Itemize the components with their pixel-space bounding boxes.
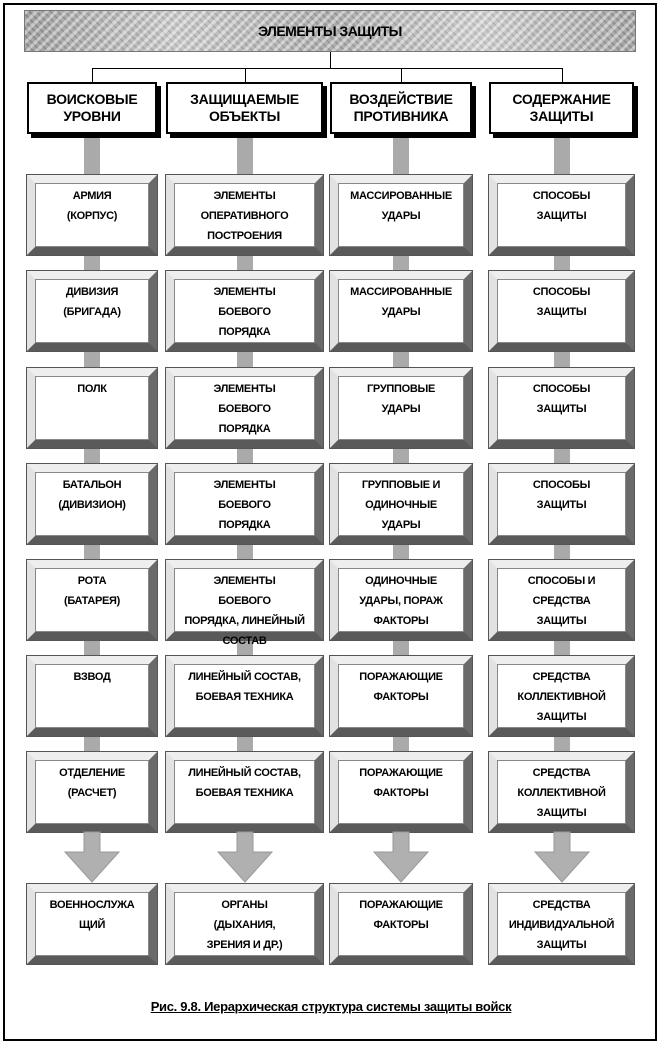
hierarchy-cell-text <box>338 664 464 728</box>
hierarchy-cell-text <box>35 183 149 247</box>
hierarchy-cell-text <box>338 568 464 632</box>
cell-line: УДАРЫ <box>381 403 421 415</box>
cell-line: ЗАЩИТЫ <box>536 711 587 723</box>
cell-line: БОЕВАЯ ТЕХНИКА <box>195 691 294 703</box>
cell-line: ПОРЯДКА, ЛИНЕЙНЫЙ <box>184 615 305 627</box>
cell-line: (БРИГАДА) <box>63 306 121 318</box>
hierarchy-cell <box>489 368 634 448</box>
header-connector <box>401 68 402 82</box>
final-cell-text <box>35 892 149 956</box>
cell-line: СПОСОБЫ <box>532 190 591 202</box>
cell-line: ЗАЩИТЫ <box>536 615 587 627</box>
cell-line: ЗАЩИТЫ <box>536 306 587 318</box>
cell-line: СПОСОБЫ <box>532 286 591 298</box>
header-line: УРОВНИ <box>63 108 121 124</box>
hierarchy-cell-text <box>497 472 626 536</box>
cell-line: (РАСЧЕТ) <box>67 787 117 799</box>
header-line: ЗАЩИТЫ <box>529 108 594 124</box>
down-arrow-icon <box>210 832 280 884</box>
cell-line: (ДИВИЗИОН) <box>58 499 126 511</box>
cell-line: ЗАЩИТЫ <box>536 403 587 415</box>
hierarchy-cell-text <box>338 472 464 536</box>
header-connector <box>562 68 563 82</box>
down-arrow-icon <box>57 832 127 884</box>
cell-line: ОПЕРАТИВНОГО <box>200 210 289 222</box>
final-cell-text <box>497 892 626 956</box>
final-cell-text <box>174 892 315 956</box>
diagram-title: ЭЛЕМЕНТЫ ЗАЩИТЫ <box>258 23 402 39</box>
cell-line: ФАКТОРЫ <box>373 787 429 799</box>
hierarchy-cell-text <box>497 664 626 728</box>
cell-line: ЗАЩИТЫ <box>536 210 587 222</box>
hierarchy-cell-text <box>174 760 315 824</box>
hierarchy-cell <box>27 175 157 255</box>
cell-line: УДАРЫ, ПОРАЖ <box>359 595 443 607</box>
column-header-label <box>512 91 610 125</box>
final-cell <box>489 884 634 964</box>
title-connector <box>330 52 331 68</box>
hierarchy-cell-text <box>35 472 149 536</box>
cell-line: ОРГАНЫ <box>221 899 268 911</box>
hierarchy-cell-text <box>35 376 149 440</box>
cell-line: МАССИРОВАННЫЕ <box>350 190 452 202</box>
hierarchy-cell <box>166 752 323 832</box>
final-cell <box>166 884 323 964</box>
hierarchy-cell-text <box>497 376 626 440</box>
cell-line: АРМИЯ <box>72 190 112 202</box>
cell-line: ПОРЯДКА <box>218 519 271 531</box>
hierarchy-cell-text <box>497 183 626 247</box>
hierarchy-cell <box>27 656 157 736</box>
hierarchy-cell <box>166 271 323 351</box>
hierarchy-cell <box>330 752 472 832</box>
hierarchy-cell-text <box>35 664 149 728</box>
hierarchy-cell-text <box>174 376 315 440</box>
cell-line: ПОРАЖАЮЩИЕ <box>359 767 443 779</box>
column-header-label <box>349 91 452 125</box>
hierarchy-cell <box>330 656 472 736</box>
cell-line: СПОСОБЫ <box>532 383 591 395</box>
hierarchy-cell <box>166 175 323 255</box>
cell-line: УДАРЫ <box>381 210 421 222</box>
cell-line: ЛИНЕЙНЫЙ СОСТАВ, <box>188 767 301 779</box>
cell-line: КОЛЛЕКТИВНОЙ <box>517 691 606 703</box>
cell-line: МАССИРОВАННЫЕ <box>350 286 452 298</box>
hierarchy-cell <box>489 656 634 736</box>
cell-line: ПОРАЖАЮЩИЕ <box>359 899 443 911</box>
hierarchy-cell <box>330 368 472 448</box>
hierarchy-cell <box>489 752 634 832</box>
down-arrow-icon <box>366 832 436 884</box>
column-header <box>166 82 323 134</box>
hierarchy-cell-text <box>338 376 464 440</box>
header-connector <box>245 68 246 82</box>
final-cell-text <box>338 892 464 956</box>
cell-line: ПОРАЖАЮЩИЕ <box>359 671 443 683</box>
cell-line: ЛИНЕЙНЫЙ СОСТАВ, <box>188 671 301 683</box>
cell-line: ФАКТОРЫ <box>373 615 429 627</box>
cell-line: ИНДИВИДУАЛЬНОЙ <box>508 919 615 931</box>
header-line: ЗАЩИЩАЕМЫЕ <box>190 91 299 107</box>
cell-line: ПОРЯДКА <box>218 423 271 435</box>
cell-line: ПОРЯДКА <box>218 326 271 338</box>
hierarchy-cell-text <box>174 568 315 647</box>
hierarchy-cell-text <box>338 183 464 247</box>
cell-line: БОЕВАЯ ТЕХНИКА <box>195 787 294 799</box>
cell-line: ЭЛЕМЕНТЫ <box>213 575 276 587</box>
cell-line: СПОСОБЫ И <box>527 575 596 587</box>
hierarchy-cell <box>27 464 157 544</box>
cell-line: (ДЫХАНИЯ, <box>213 919 276 931</box>
cell-line: СОСТАВ <box>222 635 267 647</box>
hierarchy-cell-text <box>338 279 464 343</box>
cell-line: СПОСОБЫ <box>532 479 591 491</box>
cell-line: ЭЛЕМЕНТЫ <box>213 286 276 298</box>
cell-line: ГРУППОВЫЕ И <box>361 479 441 491</box>
column-header-label <box>190 91 299 125</box>
header-line: ОБЪЕКТЫ <box>209 108 280 124</box>
cell-line: СРЕДСТВА <box>532 767 591 779</box>
cell-line: ЭЛЕМЕНТЫ <box>213 383 276 395</box>
cell-line: УДАРЫ <box>381 306 421 318</box>
branch-connector <box>92 68 562 69</box>
cell-line: ОТДЕЛЕНИЕ <box>59 767 125 779</box>
cell-line: ЗАЩИТЫ <box>536 807 587 819</box>
hierarchy-cell-text <box>174 472 315 536</box>
cell-line: БОЕВОГО <box>218 499 271 511</box>
hierarchy-cell <box>166 560 323 647</box>
hierarchy-cell-text <box>174 279 315 343</box>
hierarchy-cell <box>166 656 323 736</box>
column-header <box>489 82 634 134</box>
figure-caption: Рис. 9.8. Иерархическая структура системы защиты войск <box>150 999 512 1014</box>
cell-line: БАТАЛЬОН <box>62 479 122 491</box>
final-cell <box>27 884 157 964</box>
hierarchy-cell <box>330 175 472 255</box>
cell-line: ЗРЕНИЯ И ДР.) <box>206 939 283 951</box>
cell-line: СРЕДСТВА <box>532 671 591 683</box>
hierarchy-cell <box>27 752 157 832</box>
hierarchy-cell <box>330 271 472 351</box>
cell-line: КОЛЛЕКТИВНОЙ <box>517 787 606 799</box>
final-cell <box>330 884 472 964</box>
hierarchy-cell <box>489 175 634 255</box>
hierarchy-cell <box>166 464 323 544</box>
cell-line: (КОРПУС) <box>66 210 118 222</box>
cell-line: ВЗВОД <box>73 671 111 683</box>
hierarchy-cell <box>27 368 157 448</box>
hierarchy-cell-text <box>35 760 149 824</box>
cell-line: СРЕДСТВА <box>532 899 591 911</box>
column-header <box>27 82 157 134</box>
header-line: ПРОТИВНИКА <box>353 108 449 124</box>
column-header <box>330 82 472 134</box>
hierarchy-cell-text <box>497 568 626 632</box>
hierarchy-cell <box>489 560 634 640</box>
cell-line: ФАКТОРЫ <box>373 919 429 931</box>
cell-line: ФАКТОРЫ <box>373 691 429 703</box>
hierarchy-cell <box>330 464 472 544</box>
cell-line: УДАРЫ <box>381 519 421 531</box>
hierarchy-cell-text <box>497 279 626 343</box>
hierarchy-cell <box>27 271 157 351</box>
hierarchy-cell-text <box>35 568 149 632</box>
hierarchy-cell <box>166 368 323 448</box>
diagram-title-banner <box>24 10 636 52</box>
cell-line: РОТА <box>77 575 107 587</box>
header-connector <box>92 68 93 82</box>
hierarchy-cell <box>489 271 634 351</box>
cell-line: ОДИНОЧНЫЕ <box>365 499 437 511</box>
cell-line: БОЕВОГО <box>218 403 271 415</box>
column-header-label <box>47 91 138 125</box>
hierarchy-cell-text <box>338 760 464 824</box>
cell-line: ПОЛК <box>77 383 107 395</box>
cell-line: ГРУППОВЫЕ <box>367 383 435 395</box>
cell-line: БОЕВОГО <box>218 595 271 607</box>
hierarchy-cell <box>330 560 472 640</box>
cell-line: (БАТАРЕЯ) <box>63 595 121 607</box>
hierarchy-cell-text <box>497 760 626 824</box>
header-line: СОДЕРЖАНИЕ <box>512 91 611 107</box>
header-line: ВОИСКОВЫЕ <box>46 91 138 107</box>
down-arrow-icon <box>527 832 597 884</box>
cell-line: ОДИНОЧНЫЕ <box>365 575 437 587</box>
hierarchy-cell-text <box>174 664 315 728</box>
hierarchy-cell-text <box>174 183 315 247</box>
cell-line: ЭЛЕМЕНТЫ <box>213 479 276 491</box>
hierarchy-cell <box>27 560 157 640</box>
cell-line: ВОЕННОСЛУЖА <box>49 899 135 911</box>
cell-line: ЗАЩИТЫ <box>536 499 587 511</box>
cell-line: ЗАЩИТЫ <box>536 939 587 951</box>
cell-line: СРЕДСТВА <box>532 595 591 607</box>
hierarchy-cell <box>489 464 634 544</box>
cell-line: ДИВИЗИЯ <box>65 286 119 298</box>
cell-line: ЩИЙ <box>78 919 106 931</box>
cell-line: ПОСТРОЕНИЯ <box>207 230 282 242</box>
header-line: ВОЗДЕЙСТВИЕ <box>349 91 453 107</box>
hierarchy-cell-text <box>35 279 149 343</box>
cell-line: БОЕВОГО <box>218 306 271 318</box>
cell-line: ЭЛЕМЕНТЫ <box>213 190 276 202</box>
